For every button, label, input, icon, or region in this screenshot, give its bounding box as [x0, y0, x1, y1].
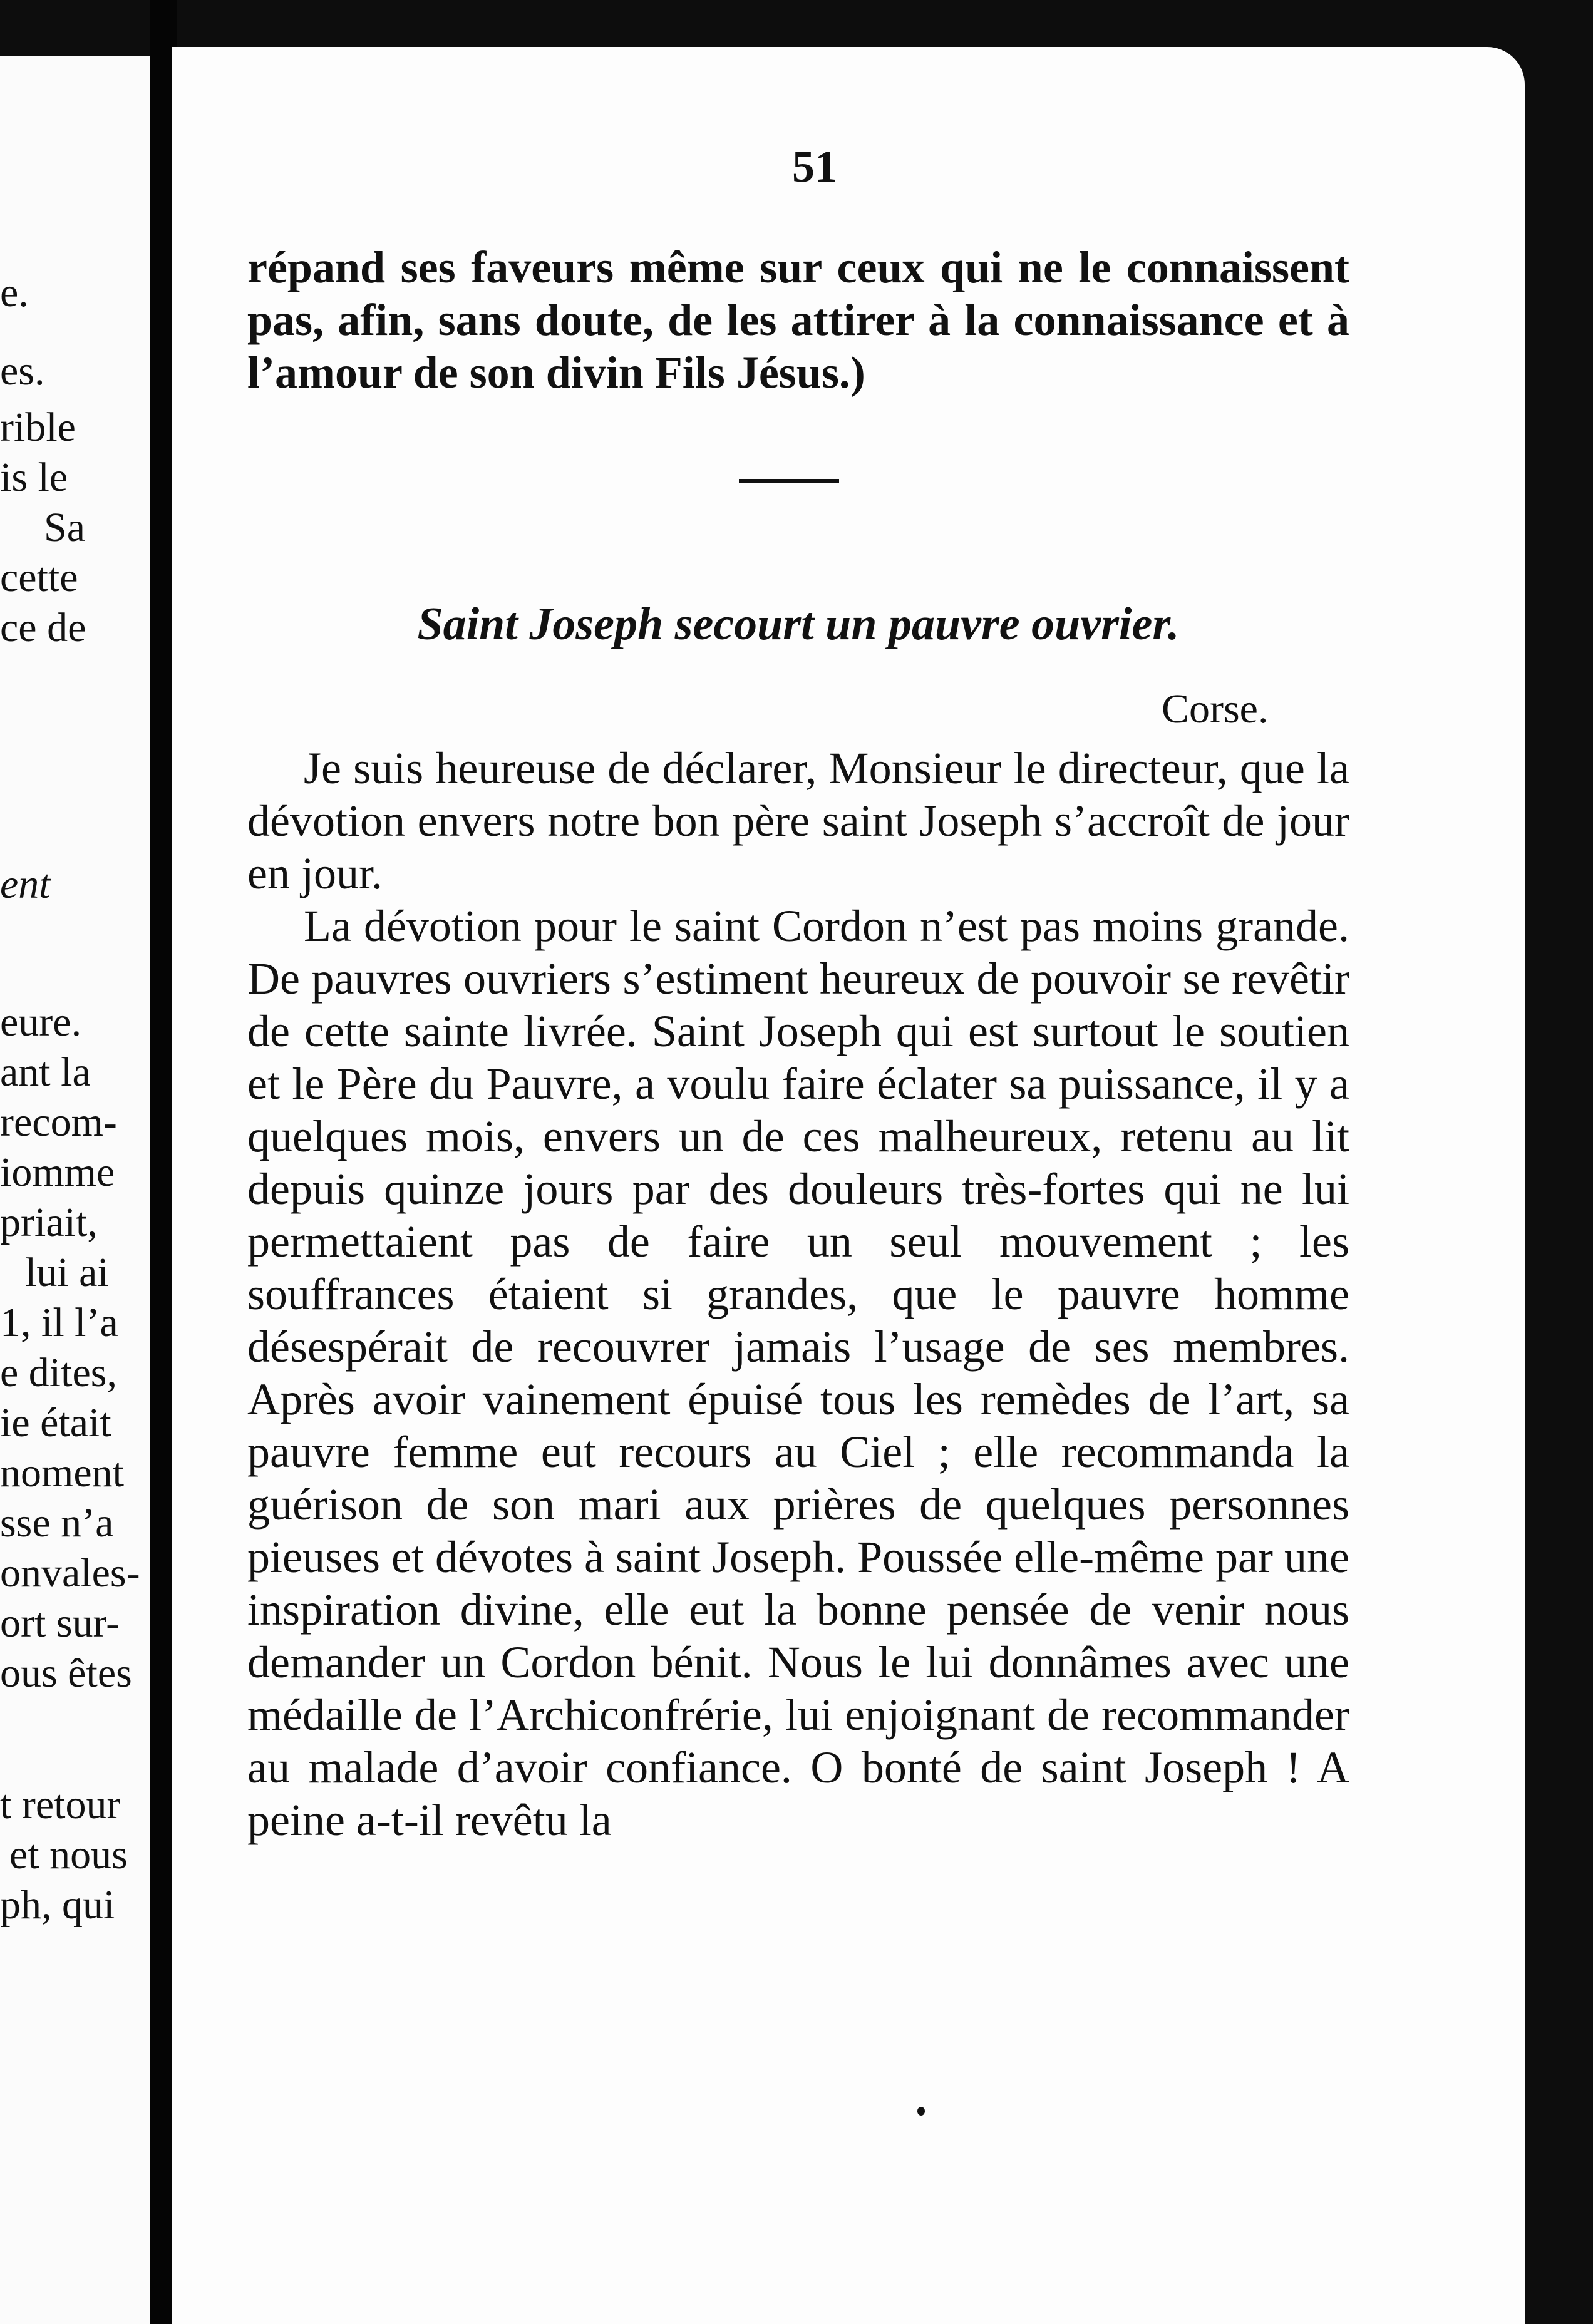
facing-line: et nous: [9, 1832, 128, 1878]
ink-speck: [917, 2107, 925, 2116]
facing-line: rible: [0, 404, 76, 450]
facing-line: ie était: [0, 1400, 111, 1446]
facing-line: Sa: [44, 505, 85, 550]
facing-line: is le: [0, 455, 68, 500]
section-divider: [739, 479, 839, 483]
book-page: [172, 47, 1525, 2324]
facing-line: noment: [0, 1450, 124, 1496]
facing-line: e.: [0, 270, 29, 316]
facing-line: 1, il l’a: [0, 1300, 118, 1345]
facing-line: cette: [0, 555, 78, 600]
facing-line: t retour: [0, 1782, 121, 1828]
section-title: Saint Joseph secourt un pauvre ouvrier.: [417, 599, 1180, 650]
page-number: 51: [792, 141, 837, 192]
facing-line: ort sur-: [0, 1600, 120, 1646]
body-paragraph: La dévotion pour le saint Cordon n’est pas moins grande. De pauvres ouvriers s’estiment heureux de pouvoir se revêtir de cette sainte livrée. Saint Joseph qui est surtout le soutien et le Père du Pauvre, a voulu faire éclater sa puissance, il y a quelques mois, envers un de ces malheureux, retenu au lit depuis quinze jours par des douleurs très-fortes qui ne lui permettaient pas de faire un seul mouvement ; les souffrances étaient si grandes, que le pauvre homme désespérait de recouvrer jamais l’usage de ses membres. Après avoir vainement épuisé tous les remèdes de l’art, sa pauvre femme eut recours au Ciel ; elle recommanda la guérison de son mari aux prières de quelques personnes pieuses et dévotes à saint Joseph. Poussée elle-même par une inspiration divine, elle eut la bonne pensée de venir nous demander un Cordon bénit. Nous le lui donnâmes avec une médaille de l’Archiconfrérie, lui enjoignant de recommander au malade d’avoir confiance. O bonté de saint Joseph ! A peine a-t-il revêtu la: [247, 901, 1349, 1845]
facing-line: onvales-: [0, 1550, 140, 1596]
facing-line: es.: [0, 348, 45, 394]
facing-line: sse n’a: [0, 1500, 114, 1546]
facing-line: ph, qui: [0, 1882, 115, 1928]
facing-line: ous êtes: [0, 1650, 132, 1696]
body-paragraph: Je suis heureuse de déclarer, Monsieur le directeur, que la dévotion envers notre bon père saint Joseph s’accroît de jour en jour.: [247, 743, 1349, 898]
place-name: Corse.: [1162, 686, 1269, 732]
facing-line: recom-: [0, 1099, 117, 1145]
facing-line: eure.: [0, 999, 82, 1045]
facing-line: priait,: [0, 1200, 98, 1245]
facing-line: ce de: [0, 605, 86, 650]
facing-line: lui ai: [25, 1250, 109, 1295]
facing-line: iomme: [0, 1149, 115, 1195]
facing-line: e dites,: [0, 1350, 117, 1396]
facing-line: ent: [0, 861, 51, 907]
facing-page-fragment: [0, 56, 157, 2324]
facing-line: ant la: [0, 1049, 91, 1095]
continuation-paragraph: répand ses faveurs même sur ceux qui ne le connaissent pas, afin, sans doute, de les attirer à la connaissance et à l’amour de son divin Fils Jésus.): [247, 242, 1349, 398]
